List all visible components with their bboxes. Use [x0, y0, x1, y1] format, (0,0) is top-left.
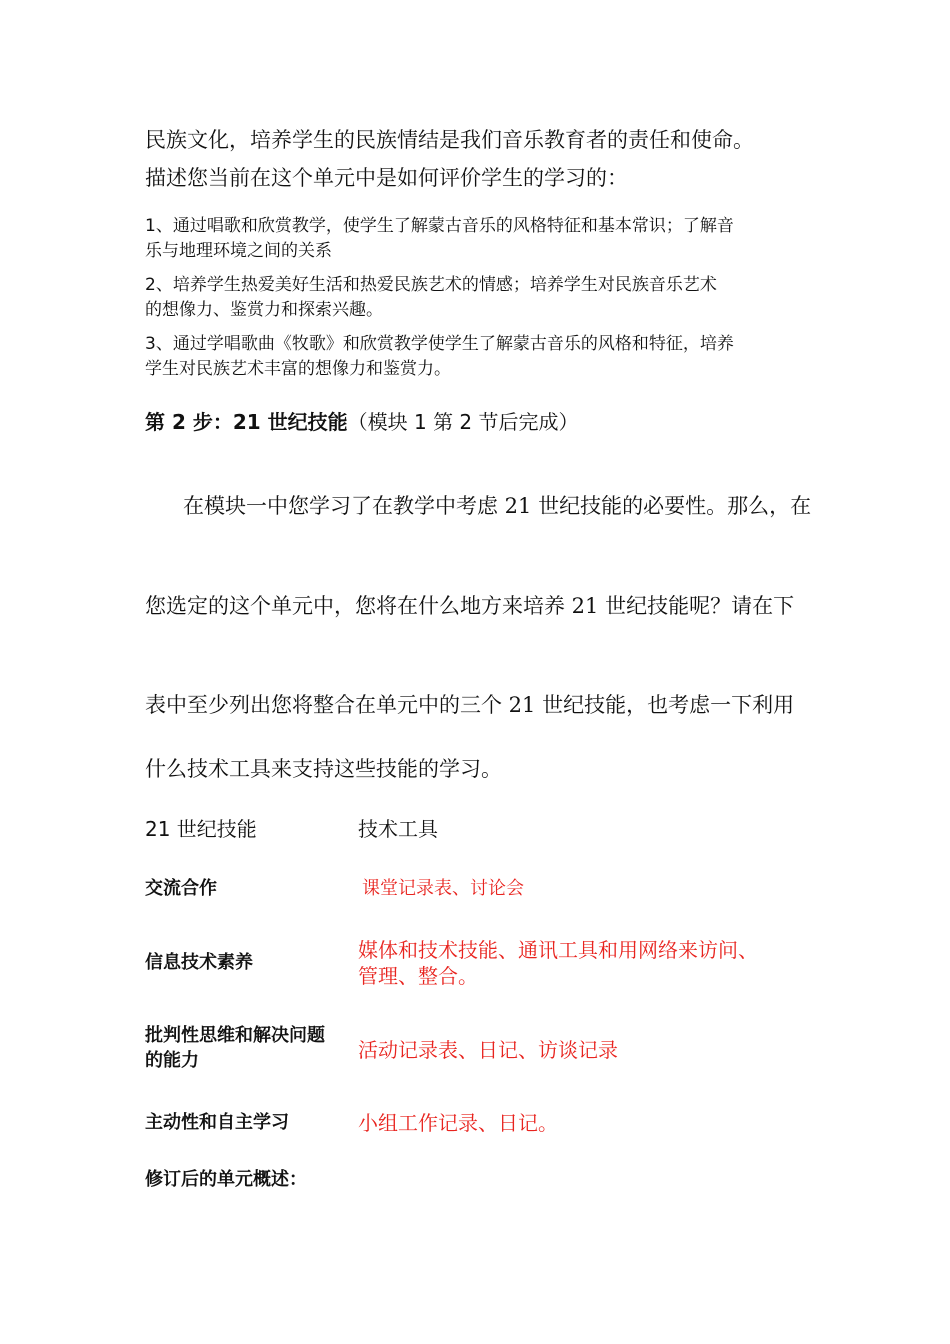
tools-value: 课堂记录表、讨论会	[362, 878, 524, 899]
step2-heading	[145, 408, 579, 436]
evaluation-item-2-line1: 2、培养学生热爱美好生活和热爱民族艺术的情感；培养学生对民族音乐艺术	[145, 275, 717, 295]
step2-title: 第 2 步：21 世纪技能	[145, 410, 348, 434]
prompt-line-3: 表中至少列出您将整合在单元中的三个 21 世纪技能，也考虑一下利用	[145, 693, 795, 717]
step2-note: （模块 1 第 2 节后完成）	[347, 410, 579, 434]
skill-label-continued: 的能力	[145, 1050, 199, 1071]
evaluation-item-3-line1: 3、通过学唱歌曲《牧歌》和欣赏教学使学生了解蒙古音乐的风格和特征，培养	[145, 334, 734, 354]
revised-overview-label: 修订后的单元概述：	[145, 1169, 307, 1190]
evaluation-question: 描述您当前在这个单元中是如何评价学生的学习的：	[145, 166, 628, 190]
tools-value: 媒体和技术技能、通讯工具和用网络来访问、	[358, 938, 758, 962]
skill-label: 批判性思维和解决问题	[145, 1025, 325, 1046]
evaluation-item-1-line2: 乐与地理环境之间的关系	[145, 241, 332, 261]
prompt-line-2: 您选定的这个单元中，您将在什么地方来培养 21 世纪技能呢？请在下	[145, 594, 795, 618]
evaluation-item-1-line1: 1、通过唱歌和欣赏教学，使学生了解蒙古音乐的风格特征和基本常识；了解音	[145, 216, 734, 236]
table-header-tools: 技术工具	[358, 817, 438, 841]
table-header-skill: 21 世纪技能	[145, 817, 257, 841]
intro-line: 民族文化，培养学生的民族情结是我们音乐教育者的责任和使命。	[145, 128, 754, 152]
evaluation-item-2-line2: 的想像力、鉴赏力和探索兴趣。	[145, 300, 383, 320]
tools-value: 小组工作记录、日记。	[358, 1111, 558, 1135]
tools-value-continued: 管理、整合。	[358, 964, 478, 988]
skill-label: 主动性和自主学习	[145, 1112, 289, 1133]
tools-value: 活动记录表、日记、访谈记录	[358, 1038, 618, 1062]
skill-label: 信息技术素养	[145, 952, 253, 973]
evaluation-item-3-line2: 学生对民族艺术丰富的想像力和鉴赏力。	[145, 359, 451, 379]
prompt-line-4: 什么技术工具来支持这些技能的学习。	[145, 757, 502, 781]
skill-label: 交流合作	[145, 878, 217, 899]
prompt-line-1: 在模块一中您学习了在教学中考虑 21 世纪技能的必要性。那么，在	[183, 494, 812, 518]
